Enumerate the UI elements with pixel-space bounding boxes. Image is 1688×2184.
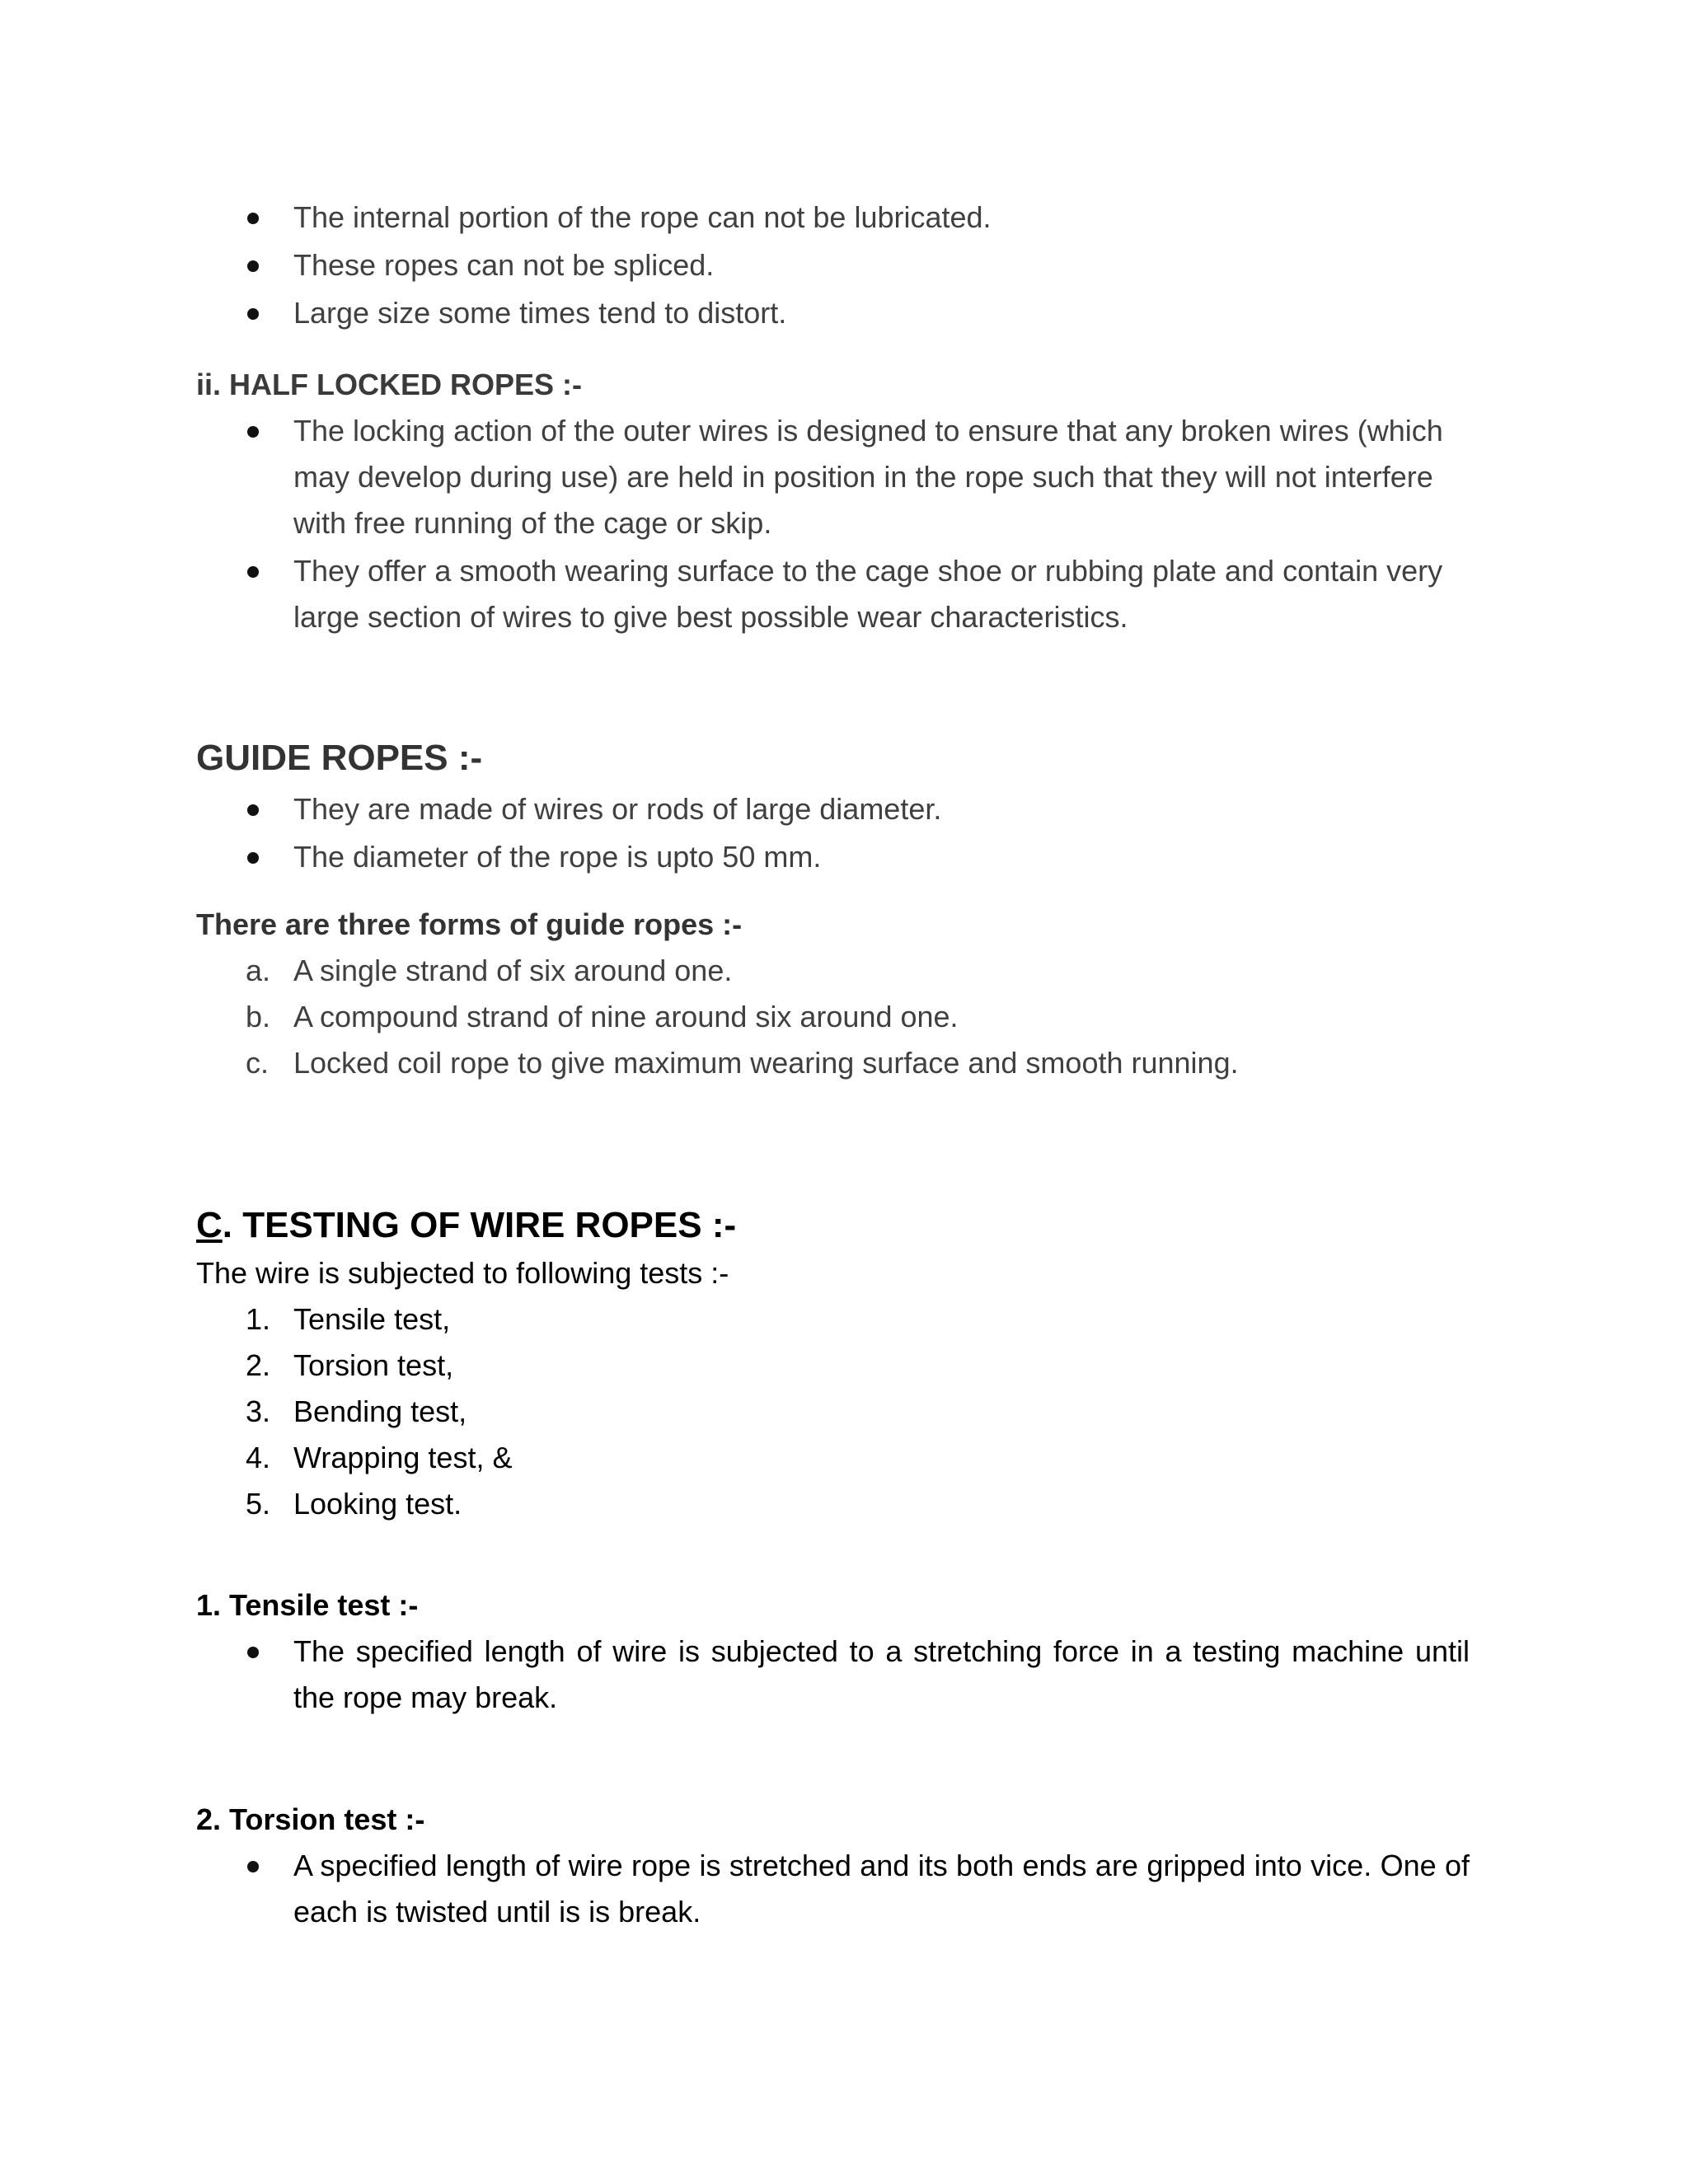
list-item bbox=[196, 1843, 1470, 1935]
section-heading-torsion: 2. Torsion test :- bbox=[196, 1802, 425, 1836]
list-item-text: They are made of wires or rods of large diameter. bbox=[293, 792, 942, 826]
list-item-text: Wrapping test, & bbox=[293, 1441, 513, 1474]
section-heading-guide-ropes: GUIDE ROPES :- bbox=[196, 738, 483, 778]
list-item bbox=[196, 1435, 1470, 1481]
testing-section bbox=[196, 1201, 1470, 1527]
heading-letter: C bbox=[196, 1205, 223, 1245]
list-item bbox=[196, 242, 1470, 288]
list-item-text: Bending test, bbox=[293, 1394, 467, 1428]
section-heading-tensile: 1. Tensile test :- bbox=[196, 1588, 419, 1622]
list-item bbox=[196, 1343, 1470, 1389]
list-marker: 4. bbox=[246, 1441, 271, 1474]
tensile-section bbox=[196, 1582, 1470, 1721]
list-item bbox=[196, 1389, 1470, 1435]
list-item-text: These ropes can not be spliced. bbox=[293, 248, 715, 282]
forms-heading: There are three forms of guide ropes :- bbox=[196, 907, 743, 941]
list-item bbox=[196, 948, 1470, 994]
list-item bbox=[196, 1296, 1470, 1343]
list-item-text: The locking action of the outer wires is designed to ensure that any broken wires (which may develop during use) are held in position in the rope such that they will not interfere with free running of the cage or skip. bbox=[293, 414, 1443, 540]
list-item bbox=[196, 194, 1470, 241]
list-marker: a. bbox=[246, 954, 271, 987]
list-item-text: They offer a smooth wearing surface to the cage shoe or rubbing plate and contain very large section of wires to give best possible wear characteristics. bbox=[293, 554, 1443, 634]
list-item-text: Large size some times tend to distort. bbox=[293, 296, 787, 330]
list-item-text: A compound strand of nine around six around one. bbox=[293, 1000, 959, 1033]
list-item-text: The specified length of wire is subjected to a stretching force in a testing machine until the rope may break. bbox=[293, 1634, 1470, 1714]
list-marker: b. bbox=[246, 1000, 271, 1033]
list-item bbox=[196, 994, 1470, 1040]
half-locked-section bbox=[196, 362, 1470, 640]
list-item-text: The diameter of the rope is upto 50 mm. bbox=[293, 840, 822, 874]
torsion-section bbox=[196, 1797, 1470, 1935]
intro-bullet-list bbox=[196, 194, 1470, 336]
testing-intro: The wire is subjected to following tests :- bbox=[196, 1256, 729, 1290]
list-item bbox=[196, 1629, 1470, 1721]
section-heading-half-locked: ii. HALF LOCKED ROPES :- bbox=[196, 368, 582, 401]
heading-rest: . TESTING OF WIRE ROPES :- bbox=[222, 1205, 737, 1245]
list-marker: 3. bbox=[246, 1394, 271, 1428]
list-marker: 1. bbox=[246, 1302, 271, 1336]
list-item bbox=[196, 408, 1470, 546]
list-marker: 5. bbox=[246, 1487, 271, 1521]
list-item bbox=[196, 548, 1470, 640]
list-marker: c. bbox=[246, 1046, 270, 1080]
list-item-text: Locked coil rope to give maximum wearing surface and smooth running. bbox=[293, 1046, 1239, 1080]
list-item-text: The internal portion of the rope can not be lubricated. bbox=[293, 200, 992, 234]
list-item-text: A single strand of six around one. bbox=[293, 954, 733, 987]
section-heading-testing bbox=[196, 1201, 1470, 1250]
list-item bbox=[196, 290, 1470, 336]
list-item bbox=[196, 1481, 1470, 1527]
list-item-text: A specified length of wire rope is stretched and its both ends are gripped into vice. One of each is twisted until is is break. bbox=[293, 1849, 1470, 1929]
list-item bbox=[196, 1040, 1470, 1086]
list-item bbox=[196, 786, 1470, 832]
list-item bbox=[196, 834, 1470, 880]
list-item-text: Torsion test, bbox=[293, 1348, 454, 1382]
list-marker: 2. bbox=[246, 1348, 271, 1382]
guide-ropes-section bbox=[196, 733, 1470, 1086]
list-item-text: Looking test. bbox=[293, 1487, 462, 1521]
list-item-text: Tensile test, bbox=[293, 1302, 451, 1336]
